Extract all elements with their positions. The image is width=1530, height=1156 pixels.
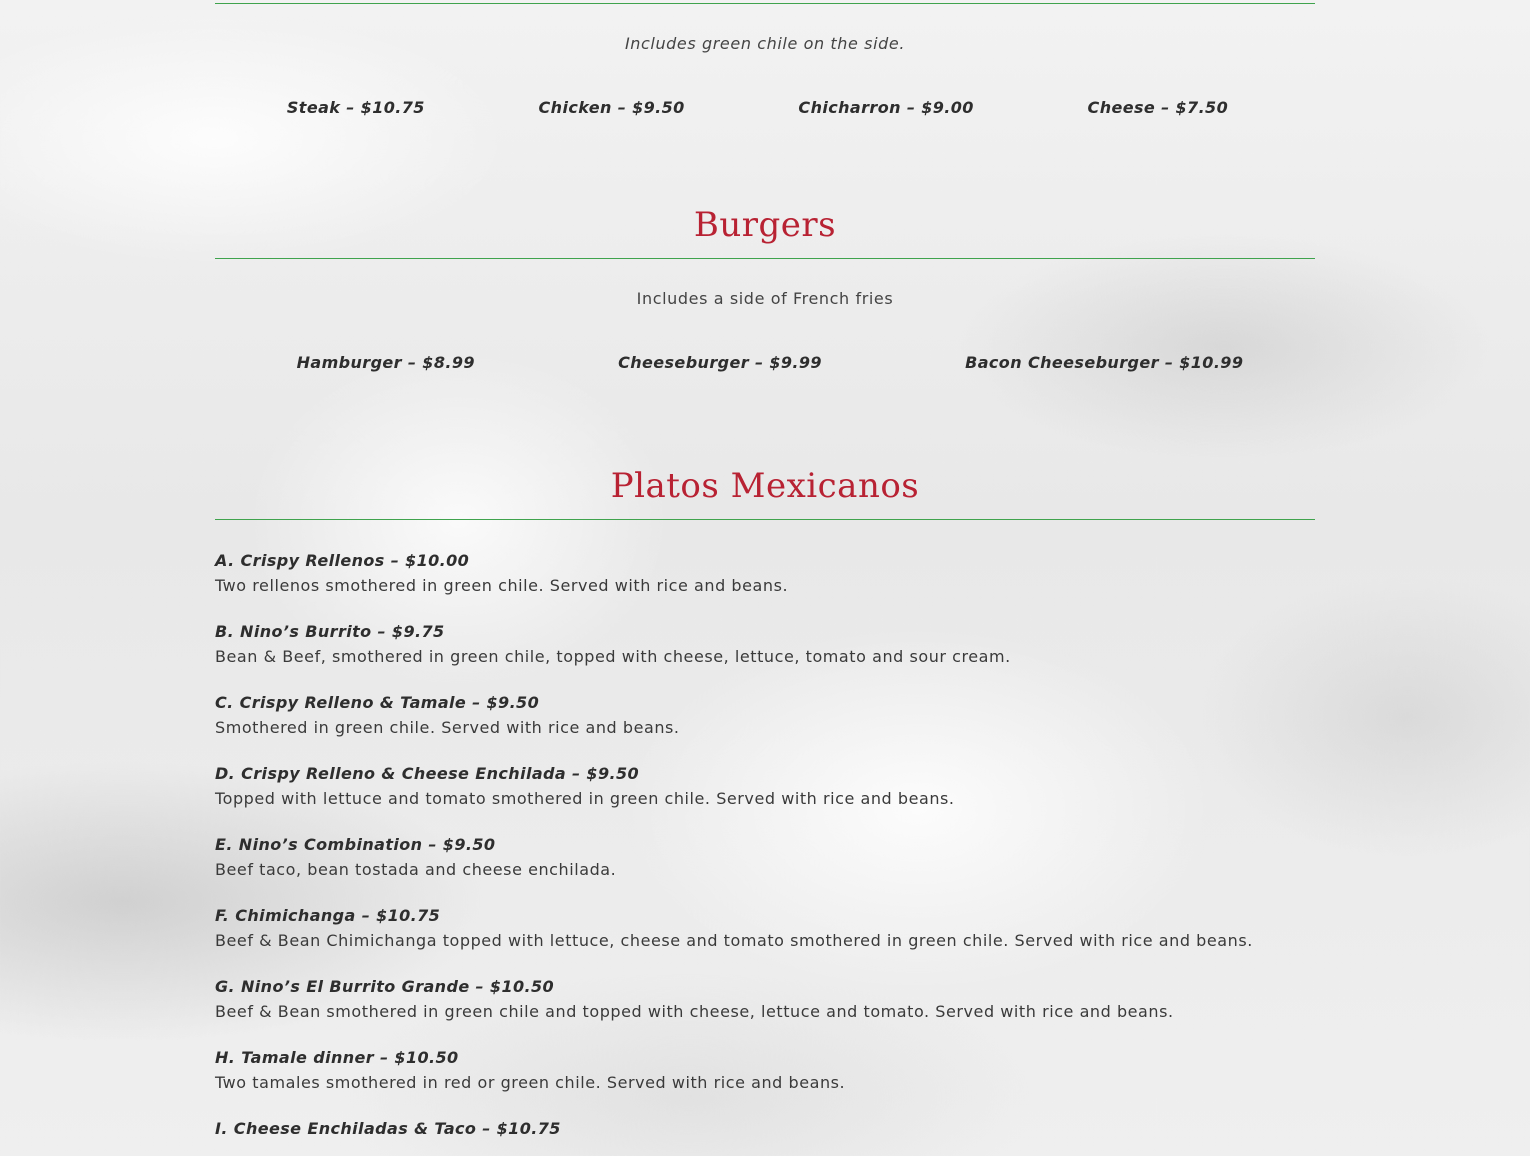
plate-item (215, 761, 1315, 811)
plate-name: H. Tamale dinner – $10.50 (215, 1048, 459, 1067)
price-row (215, 98, 1315, 117)
plate-name: C. Crispy Relleno & Tamale – $9.50 (215, 693, 540, 712)
section-title: Platos Mexicanos (610, 466, 920, 506)
price-item: Cheese – $7.50 (1087, 98, 1229, 117)
plate-description: Beef & Bean smothered in green chile and topped with cheese, lettuce and tomato. Served with rice and beans. (215, 1002, 1174, 1021)
plate-item (215, 619, 1315, 669)
price-item: Bacon Cheeseburger – $10.99 (965, 353, 1244, 372)
plate-item (215, 832, 1315, 882)
tacos-section (215, 3, 1315, 117)
plate-description: Bean & Beef, smothered in green chile, topped with cheese, lettuce, tomato and sour cream. (215, 647, 1011, 666)
price-item: Cheeseburger – $9.99 (618, 353, 822, 372)
section-note: Includes a side of French fries (636, 289, 894, 308)
plate-description: Beef & Bean Chimichanga topped with lettuce, cheese and tomato smothered in green chile. Served with rice and beans. (215, 931, 1253, 950)
price-item: Steak – $10.75 (286, 98, 425, 117)
section-divider (215, 519, 1315, 520)
plate-name: G. Nino’s El Burrito Grande – $10.50 (215, 977, 555, 996)
price-item: Chicken – $9.50 (538, 98, 685, 117)
plate-item (215, 548, 1315, 598)
plate-name: A. Crispy Rellenos – $10.00 (215, 551, 470, 570)
section-note: Includes green chile on the side. (624, 34, 906, 53)
price-row (215, 353, 1315, 372)
plate-item (215, 1045, 1315, 1095)
plate-item (215, 1116, 1315, 1141)
plate-description: Two rellenos smothered in green chile. Served with rice and beans. (215, 576, 789, 595)
price-item: Hamburger – $8.99 (296, 353, 475, 372)
plate-name: B. Nino’s Burrito – $9.75 (215, 622, 445, 641)
section-divider (215, 3, 1315, 4)
burgers-section (215, 205, 1315, 372)
plate-item (215, 903, 1315, 953)
plate-name: F. Chimichanga – $10.75 (215, 906, 441, 925)
plate-description: Two tamales smothered in red or green chile. Served with rice and beans. (215, 1073, 846, 1092)
plate-name: I. Cheese Enchiladas & Taco – $10.75 (215, 1119, 561, 1138)
plate-description: Beef taco, bean tostada and cheese enchilada. (215, 860, 617, 879)
plate-item (215, 974, 1315, 1024)
section-title: Burgers (693, 205, 837, 245)
plate-description: Topped with lettuce and tomato smothered in green chile. Served with rice and beans. (215, 789, 955, 808)
plate-item (215, 690, 1315, 740)
platos-section (215, 466, 1315, 1156)
plate-name: E. Nino’s Combination – $9.50 (215, 835, 496, 854)
plate-name: D. Crispy Relleno & Cheese Enchilada – $9.50 (215, 764, 640, 783)
price-item: Chicharron – $9.00 (798, 98, 974, 117)
plate-description: Smothered in green chile. Served with rice and beans. (215, 718, 680, 737)
section-divider (215, 258, 1315, 259)
plate-list (215, 548, 1315, 1141)
